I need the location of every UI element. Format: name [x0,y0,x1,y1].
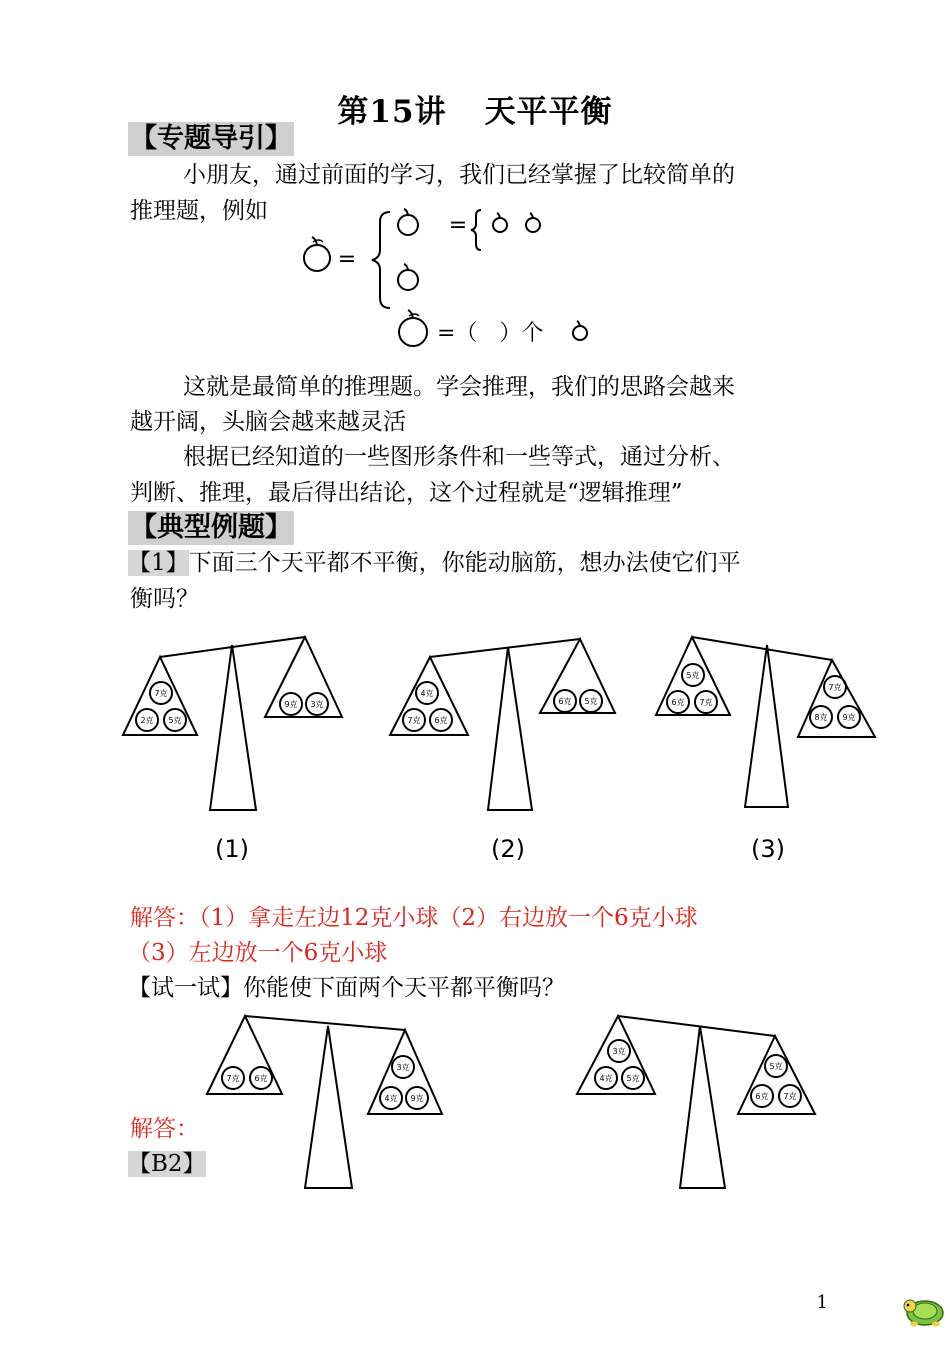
example-1-tag: 【1】 [128,550,189,576]
svg-text:9克: 9克 [842,713,856,722]
balance-scale-try-1 [207,1016,442,1188]
intro-paragraph-1-line-2: 推理题，例如 [130,198,268,224]
svg-text:5克: 5克 [168,716,182,725]
svg-text:9克: 9克 [410,1094,424,1103]
svg-text:5克: 5克 [584,697,598,706]
turtle-icon [902,1290,948,1330]
example-1-scales-figure [110,625,890,870]
try-it-scales-figure [190,1008,840,1193]
try-it-answer-label: 解答： [130,1116,199,1142]
svg-text:7克: 7克 [699,698,713,707]
lecture-topic: 天平平衡 [484,94,613,130]
left-brace [372,212,390,308]
example-1-answer-line-2: （3）左边放一个6克小球 [128,940,388,966]
intro-paragraph-3-line-1: 根据已经知道的一些图形条件和一些等式，通过分析、 [183,444,735,470]
svg-text:9克: 9克 [284,700,298,709]
svg-text:7克: 7克 [154,689,168,698]
svg-text:4克: 4克 [420,689,434,698]
b2-tag [128,1147,206,1182]
lecture-number: 第15讲 [337,94,447,130]
svg-text:3克: 3克 [310,700,324,709]
try-it-prompt: 【试一试】你能使下面两个天平都平衡吗？ [128,975,565,1001]
scale-label-2: (2) [491,835,525,863]
svg-text:7克: 7克 [783,1092,797,1101]
intro-paragraph-2-line-1: 这就是最简单的推理题。学会推理，我们的思路会越来 [183,374,735,400]
svg-text:5克: 5克 [686,671,700,680]
svg-text:5克: 5克 [769,1062,783,1071]
section-intro-heading: 【专题导引】 [130,123,292,154]
svg-text:6克: 6克 [254,1074,268,1083]
example-1-question-text: 下面三个天平都不平衡，你能动脑筋，想办法使它们平 [188,550,741,576]
svg-text:6克: 6克 [434,716,448,725]
svg-text:3克: 3克 [612,1047,626,1056]
small-apple-icon [526,213,540,232]
b2-tag-text: 【B2】 [128,1151,206,1177]
example-1-question-line-2: 衡吗？ [130,586,199,612]
intro-paragraph-1-line-1: 小朋友，通过前面的学习，我们已经掌握了比较简单的 [183,162,735,188]
svg-text:7克: 7克 [407,716,421,725]
svg-text:7克: 7克 [828,683,842,692]
scale-label-3: (3) [751,835,785,863]
scale-label-1: (1) [215,835,249,863]
svg-text:4克: 4克 [599,1074,613,1083]
svg-text:5克: 5克 [626,1074,640,1083]
intro-paragraph-3-line-2: 判断、推理，最后得出结论，这个过程就是“逻辑推理” [130,480,683,506]
small-brace [471,210,481,250]
apple-puzzle-figure [295,200,615,350]
svg-text:6克: 6克 [671,698,685,707]
section-examples-heading: 【典型例题】 [130,512,292,543]
example-1-answer-line-1: 解答：（1）拿走左边12克小球（2）右边放一个6克小球 [130,905,698,931]
apple-icon [398,209,418,235]
svg-text:3克: 3克 [396,1063,410,1072]
apple-icon [398,264,418,290]
svg-text:6克: 6克 [755,1092,769,1101]
svg-text:2克: 2克 [140,716,154,725]
balance-scale-2 [390,639,615,810]
balance-scale-3 [656,637,875,807]
page-number: 1 [816,1292,828,1313]
svg-text:6克: 6克 [558,697,572,706]
equals-sign: = [337,247,357,272]
answer-blank: =（ ）个 [437,321,544,346]
equals-sign: = [448,213,468,238]
svg-text:8克: 8克 [814,713,828,722]
balance-scale-try-2 [577,1016,815,1188]
example-1-question-line-1 [128,546,741,581]
intro-paragraph-2-line-2: 越开阔，头脑会越来越灵活 [130,409,406,435]
big-apple-icon [399,310,427,346]
small-apple-icon [573,321,587,340]
svg-text:7克: 7克 [226,1074,240,1083]
balance-scale-1 [123,637,342,810]
small-apple-icon [493,213,507,232]
svg-text:4克: 4克 [384,1094,398,1103]
big-apple-icon [304,237,330,271]
